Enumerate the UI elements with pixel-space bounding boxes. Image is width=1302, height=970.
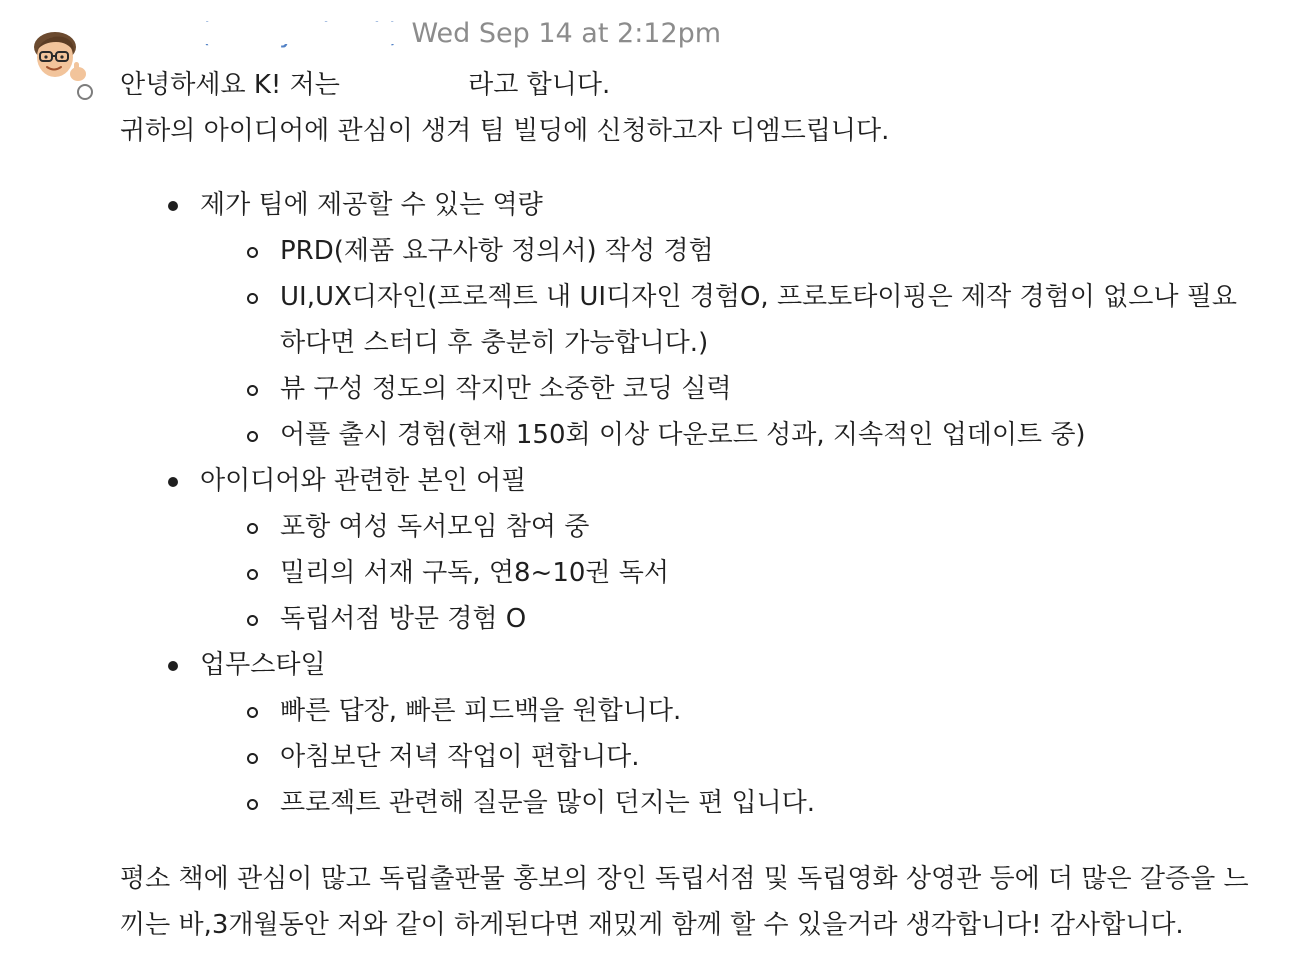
list-item xyxy=(200,504,1260,550)
sub-list xyxy=(200,228,1260,458)
list-item xyxy=(200,688,1260,734)
list-item-text: 아침보단 저녁 작업이 편합니다. xyxy=(280,742,640,772)
bullet-circle-icon xyxy=(247,385,258,396)
list-item xyxy=(200,780,1260,826)
section-title: 아이디어와 관련한 본인 어필 xyxy=(200,466,527,496)
section-title: 제가 팀에 제공할 수 있는 역량 xyxy=(200,190,543,220)
closing-paragraph: 평소 책에 관심이 많고 독립출판물 홍보의 장인 독립서점 및 독립영화 상영관 등에 더 많은 갈증을 느끼는 바,3개월동안 저와 같이 하게된다면 재밌게 함께 할 수 있을거라 생각합니다! 감사합니다. xyxy=(120,864,1249,940)
avatar[interactable] xyxy=(30,28,88,86)
greeting-suffix: 라고 합니다. xyxy=(468,70,611,100)
list-item xyxy=(200,274,1260,366)
memoji-avatar-icon xyxy=(30,28,88,86)
list-item xyxy=(200,412,1260,458)
list-item-text: PRD(제품 요구사항 정의서) 작성 경험 xyxy=(280,236,714,266)
bullet-disc-icon xyxy=(168,201,178,211)
list-item xyxy=(120,182,1260,458)
sub-list xyxy=(200,504,1260,642)
sub-list xyxy=(200,688,1260,826)
name-redaction xyxy=(348,71,468,101)
message-body xyxy=(120,62,1260,948)
bullet-circle-icon xyxy=(247,293,258,304)
greeting-line xyxy=(120,62,1260,108)
bullet-circle-icon xyxy=(247,431,258,442)
list-item-text: 빠른 답장, 빠른 피드백을 원합니다. xyxy=(280,696,682,726)
bullet-circle-icon xyxy=(247,247,258,258)
presence-status-icon xyxy=(77,84,93,100)
list-item xyxy=(200,596,1260,642)
intro-line: 귀하의 아이디어에 관심이 생겨 팀 빌딩에 신청하고자 디엠드립니다. xyxy=(120,116,890,146)
list-item xyxy=(200,228,1260,274)
greeting-text: 안녕하세요 K! 저는 xyxy=(120,70,349,100)
list-item xyxy=(200,366,1260,412)
list-item xyxy=(200,734,1260,780)
bullet-disc-icon xyxy=(168,477,178,487)
list-item xyxy=(200,550,1260,596)
bullet-circle-icon xyxy=(247,707,258,718)
list-item xyxy=(120,458,1260,642)
bullet-circle-icon xyxy=(247,523,258,534)
section-title: 업무스타일 xyxy=(200,650,326,680)
bullet-circle-icon xyxy=(247,569,258,580)
list-item-text: 밀리의 서재 구독, 연8~10권 독서 xyxy=(280,558,670,588)
list-item-text: 포항 여성 독서모임 참여 중 xyxy=(280,512,590,542)
section-list xyxy=(120,182,1260,826)
message-timestamp[interactable]: Wed Sep 14 at 2:12pm xyxy=(411,18,722,49)
list-item-text: 독립서점 방문 경험 O xyxy=(280,604,527,634)
bullet-circle-icon xyxy=(247,615,258,626)
list-item-text: UI,UX디자인(프로젝트 내 UI디자인 경험O, 프로토타이핑은 제작 경험이 없으나 필요하다면 스터디 후 충분히 가능합니다.) xyxy=(280,282,1237,358)
message-header xyxy=(200,18,721,58)
list-item-text: 프로젝트 관련해 질문을 많이 던지는 편 입니다. xyxy=(280,788,816,818)
list-item-text: 뷰 구성 정도의 작지만 소중한 코딩 실력 xyxy=(280,374,732,404)
bullet-circle-icon xyxy=(247,799,258,810)
list-item-text: 어플 출시 경험(현재 150회 이상 다운로드 성과, 지속적인 업데이트 중) xyxy=(280,420,1086,450)
sender-name-redaction xyxy=(201,22,399,44)
bullet-circle-icon xyxy=(247,753,258,764)
list-item xyxy=(120,642,1260,826)
bullet-disc-icon xyxy=(168,661,178,671)
